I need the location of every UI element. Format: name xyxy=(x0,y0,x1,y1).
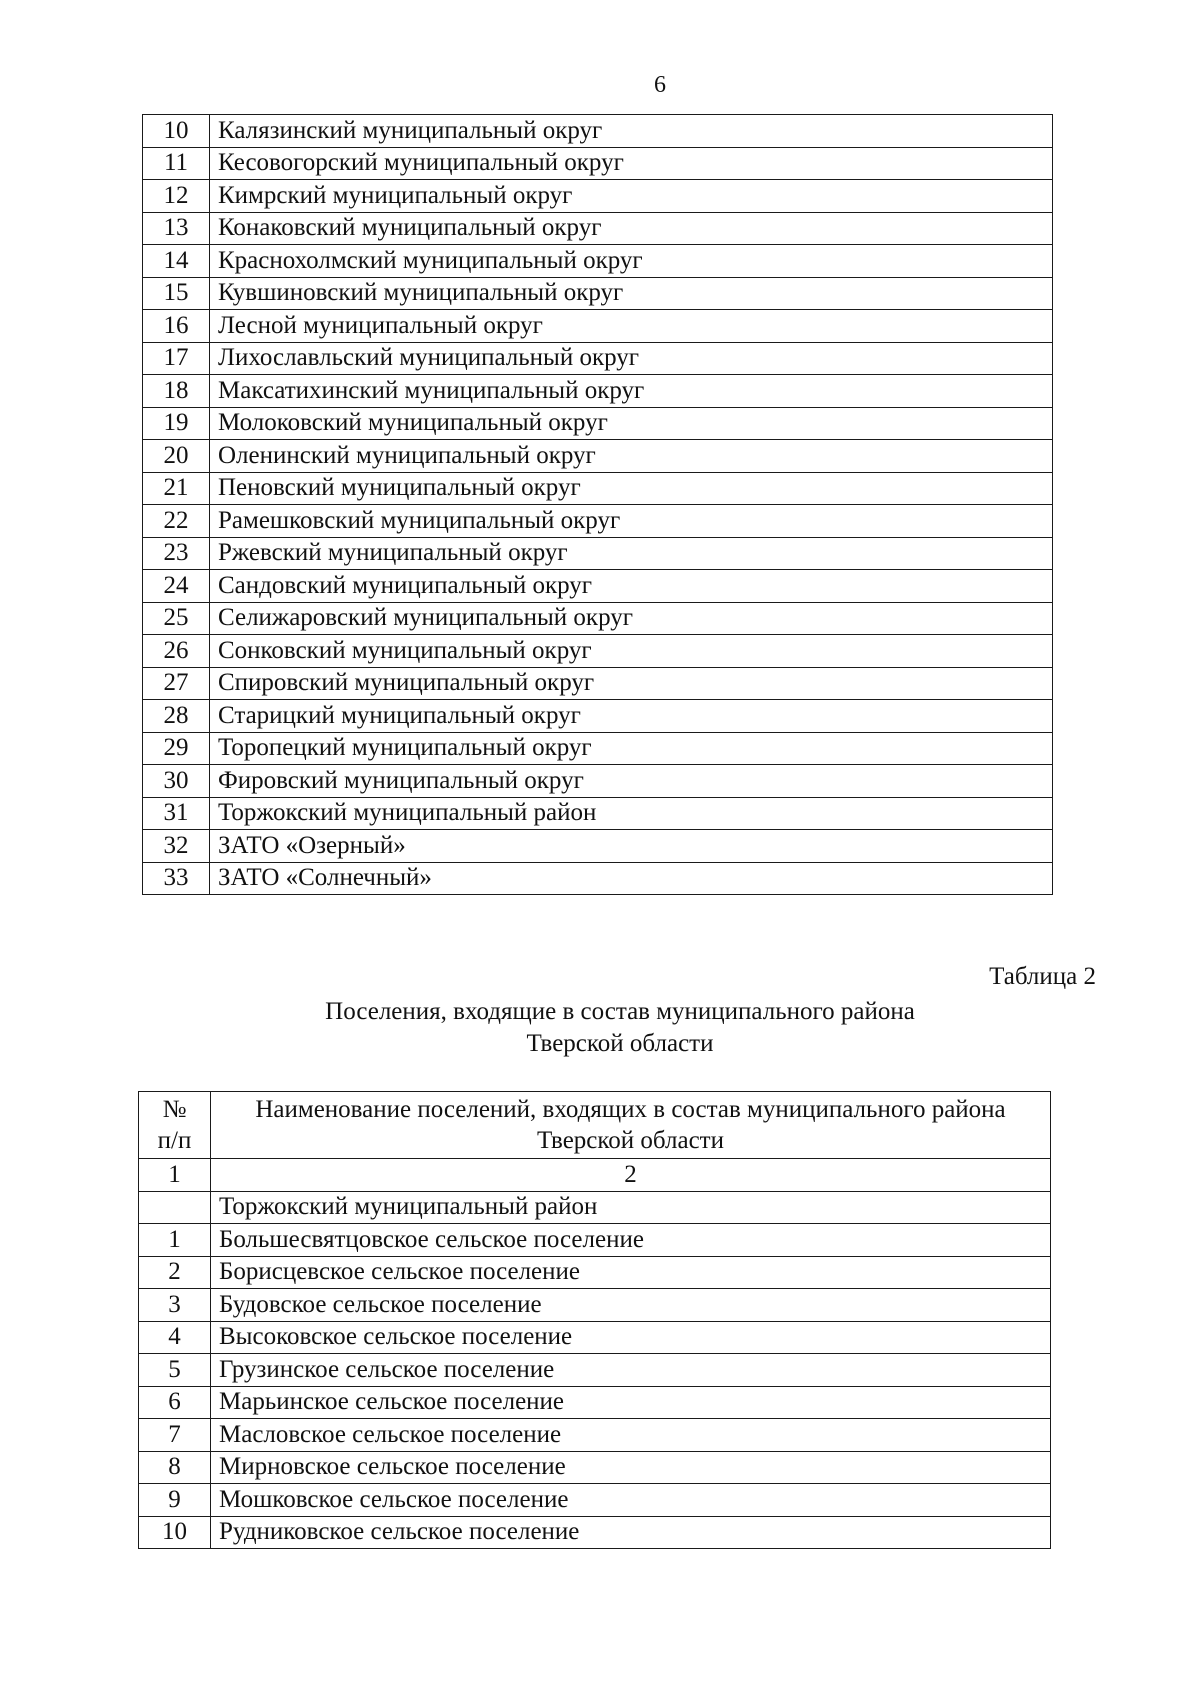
table-row xyxy=(143,472,1053,505)
row-name-cell: Кимрский муниципальный округ xyxy=(210,180,1053,213)
row-name-cell: Конаковский муниципальный округ xyxy=(210,212,1053,245)
row-name-cell: Ржевский муниципальный округ xyxy=(210,537,1053,570)
settlements-table-header-row xyxy=(139,1092,1051,1159)
table-row xyxy=(143,147,1053,180)
row-number-cell: 14 xyxy=(143,245,210,278)
table-row xyxy=(143,407,1053,440)
row-name-cell: Высоковское сельское поселение xyxy=(211,1321,1051,1354)
row-name-cell: Селижаровский муниципальный округ xyxy=(210,602,1053,635)
row-number-cell: 7 xyxy=(139,1419,211,1452)
row-name-cell: Пеновский муниципальный округ xyxy=(210,472,1053,505)
row-name-cell: Старицкий муниципальный округ xyxy=(210,700,1053,733)
row-number-cell: 30 xyxy=(143,765,210,798)
table-row xyxy=(143,570,1053,603)
table-row xyxy=(143,277,1053,310)
row-name-cell: Торжокский муниципальный район xyxy=(210,797,1053,830)
table-row xyxy=(143,635,1053,668)
row-number-cell: 2 xyxy=(139,1256,211,1289)
header-name-cell: Наименование поселений, входящих в состав муниципального района Тверской области xyxy=(211,1092,1051,1159)
table-row xyxy=(143,667,1053,700)
row-name-cell: Борисцевское сельское поселение xyxy=(211,1256,1051,1289)
row-number-cell: 10 xyxy=(139,1516,211,1549)
row-number-cell: 25 xyxy=(143,602,210,635)
row-name-cell: ЗАТО «Солнечный» xyxy=(210,862,1053,895)
table-row xyxy=(143,765,1053,798)
table-row xyxy=(143,797,1053,830)
row-number-cell: 1 xyxy=(139,1224,211,1257)
table-row xyxy=(139,1289,1051,1322)
table-row xyxy=(143,245,1053,278)
row-number-cell: 5 xyxy=(139,1354,211,1387)
row-number-cell: 28 xyxy=(143,700,210,733)
table-row xyxy=(143,830,1053,863)
table-row xyxy=(139,1451,1051,1484)
row-number-cell: 26 xyxy=(143,635,210,668)
row-number-cell: 23 xyxy=(143,537,210,570)
row-number-cell: 10 xyxy=(143,115,210,148)
row-name-cell: Калязинский муниципальный округ xyxy=(210,115,1053,148)
district-name-cell: Торжокский муниципальный район xyxy=(211,1191,1051,1224)
row-number-cell: 18 xyxy=(143,375,210,408)
row-number-cell: 22 xyxy=(143,505,210,538)
table-row xyxy=(139,1419,1051,1452)
row-number-cell: 8 xyxy=(139,1451,211,1484)
table-row xyxy=(143,115,1053,148)
table-2-caption-line-1: Поселения, входящие в состав муниципального района xyxy=(325,998,915,1025)
row-name-cell: Марьинское сельское поселение xyxy=(211,1386,1051,1419)
table-row xyxy=(143,342,1053,375)
table-row xyxy=(143,180,1053,213)
districts-table xyxy=(142,114,1053,895)
table-row xyxy=(139,1354,1051,1387)
table-row xyxy=(143,375,1053,408)
table-row xyxy=(139,1224,1051,1257)
row-name-cell: Будовское сельское поселение xyxy=(211,1289,1051,1322)
column-numbers-row xyxy=(139,1159,1051,1192)
row-name-cell: Грузинское сельское поселение xyxy=(211,1354,1051,1387)
header-num-line-2: п/п xyxy=(157,1127,192,1154)
table-2-caption-line-2: Тверской области xyxy=(526,1030,714,1057)
table-row xyxy=(139,1321,1051,1354)
row-name-cell: Масловское сельское поселение xyxy=(211,1419,1051,1452)
row-name-cell: Лесной муниципальный округ xyxy=(210,310,1053,343)
row-number-cell: 27 xyxy=(143,667,210,700)
row-name-cell: Лихославльский муниципальный округ xyxy=(210,342,1053,375)
table-2-caption xyxy=(200,996,1040,1060)
row-name-cell: Сандовский муниципальный округ xyxy=(210,570,1053,603)
table-row xyxy=(143,602,1053,635)
table-row xyxy=(143,505,1053,538)
row-number-cell: 3 xyxy=(139,1289,211,1322)
table-row xyxy=(139,1386,1051,1419)
column-number-2: 2 xyxy=(211,1159,1051,1192)
table-row xyxy=(139,1484,1051,1517)
header-num-line-1: № xyxy=(162,1096,187,1123)
table-row xyxy=(139,1516,1051,1549)
table-row xyxy=(143,212,1053,245)
settlements-table xyxy=(138,1091,1051,1549)
row-name-cell: Торопецкий муниципальный округ xyxy=(210,732,1053,765)
table-row xyxy=(143,862,1053,895)
table-row xyxy=(143,537,1053,570)
row-number-cell: 9 xyxy=(139,1484,211,1517)
row-name-cell: Оленинский муниципальный округ xyxy=(210,440,1053,473)
row-name-cell: ЗАТО «Озерный» xyxy=(210,830,1053,863)
row-number-cell: 20 xyxy=(143,440,210,473)
row-name-cell: Максатихинский муниципальный округ xyxy=(210,375,1053,408)
row-name-cell: Спировский муниципальный округ xyxy=(210,667,1053,700)
table-row xyxy=(143,310,1053,343)
row-name-cell: Краснохолмский муниципальный округ xyxy=(210,245,1053,278)
header-num-cell xyxy=(139,1092,211,1159)
district-num-cell xyxy=(139,1191,211,1224)
row-number-cell: 24 xyxy=(143,570,210,603)
page-number: 6 xyxy=(654,72,666,98)
row-number-cell: 31 xyxy=(143,797,210,830)
row-number-cell: 16 xyxy=(143,310,210,343)
row-name-cell: Кесовогорский муниципальный округ xyxy=(210,147,1053,180)
row-number-cell: 32 xyxy=(143,830,210,863)
row-name-cell: Мошковское сельское поселение xyxy=(211,1484,1051,1517)
table-row xyxy=(139,1256,1051,1289)
row-number-cell: 15 xyxy=(143,277,210,310)
row-number-cell: 29 xyxy=(143,732,210,765)
row-name-cell: Молоковский муниципальный округ xyxy=(210,407,1053,440)
table-row xyxy=(143,732,1053,765)
row-number-cell: 13 xyxy=(143,212,210,245)
row-name-cell: Мирновское сельское поселение xyxy=(211,1451,1051,1484)
row-number-cell: 11 xyxy=(143,147,210,180)
row-number-cell: 6 xyxy=(139,1386,211,1419)
row-number-cell: 12 xyxy=(143,180,210,213)
column-number-1: 1 xyxy=(139,1159,211,1192)
row-number-cell: 4 xyxy=(139,1321,211,1354)
table-row xyxy=(143,700,1053,733)
row-name-cell: Фировский муниципальный округ xyxy=(210,765,1053,798)
table-row xyxy=(143,440,1053,473)
row-name-cell: Кувшиновский муниципальный округ xyxy=(210,277,1053,310)
district-row xyxy=(139,1191,1051,1224)
districts-table-body xyxy=(143,115,1053,895)
row-number-cell: 33 xyxy=(143,862,210,895)
row-number-cell: 17 xyxy=(143,342,210,375)
row-name-cell: Сонковский муниципальный округ xyxy=(210,635,1053,668)
row-name-cell: Рудниковское сельское поселение xyxy=(211,1516,1051,1549)
row-number-cell: 19 xyxy=(143,407,210,440)
row-number-cell: 21 xyxy=(143,472,210,505)
row-name-cell: Большесвятцовское сельское поселение xyxy=(211,1224,1051,1257)
table-2-label: Таблица 2 xyxy=(989,963,1096,990)
settlements-table-body xyxy=(139,1092,1051,1549)
row-name-cell: Рамешковский муниципальный округ xyxy=(210,505,1053,538)
